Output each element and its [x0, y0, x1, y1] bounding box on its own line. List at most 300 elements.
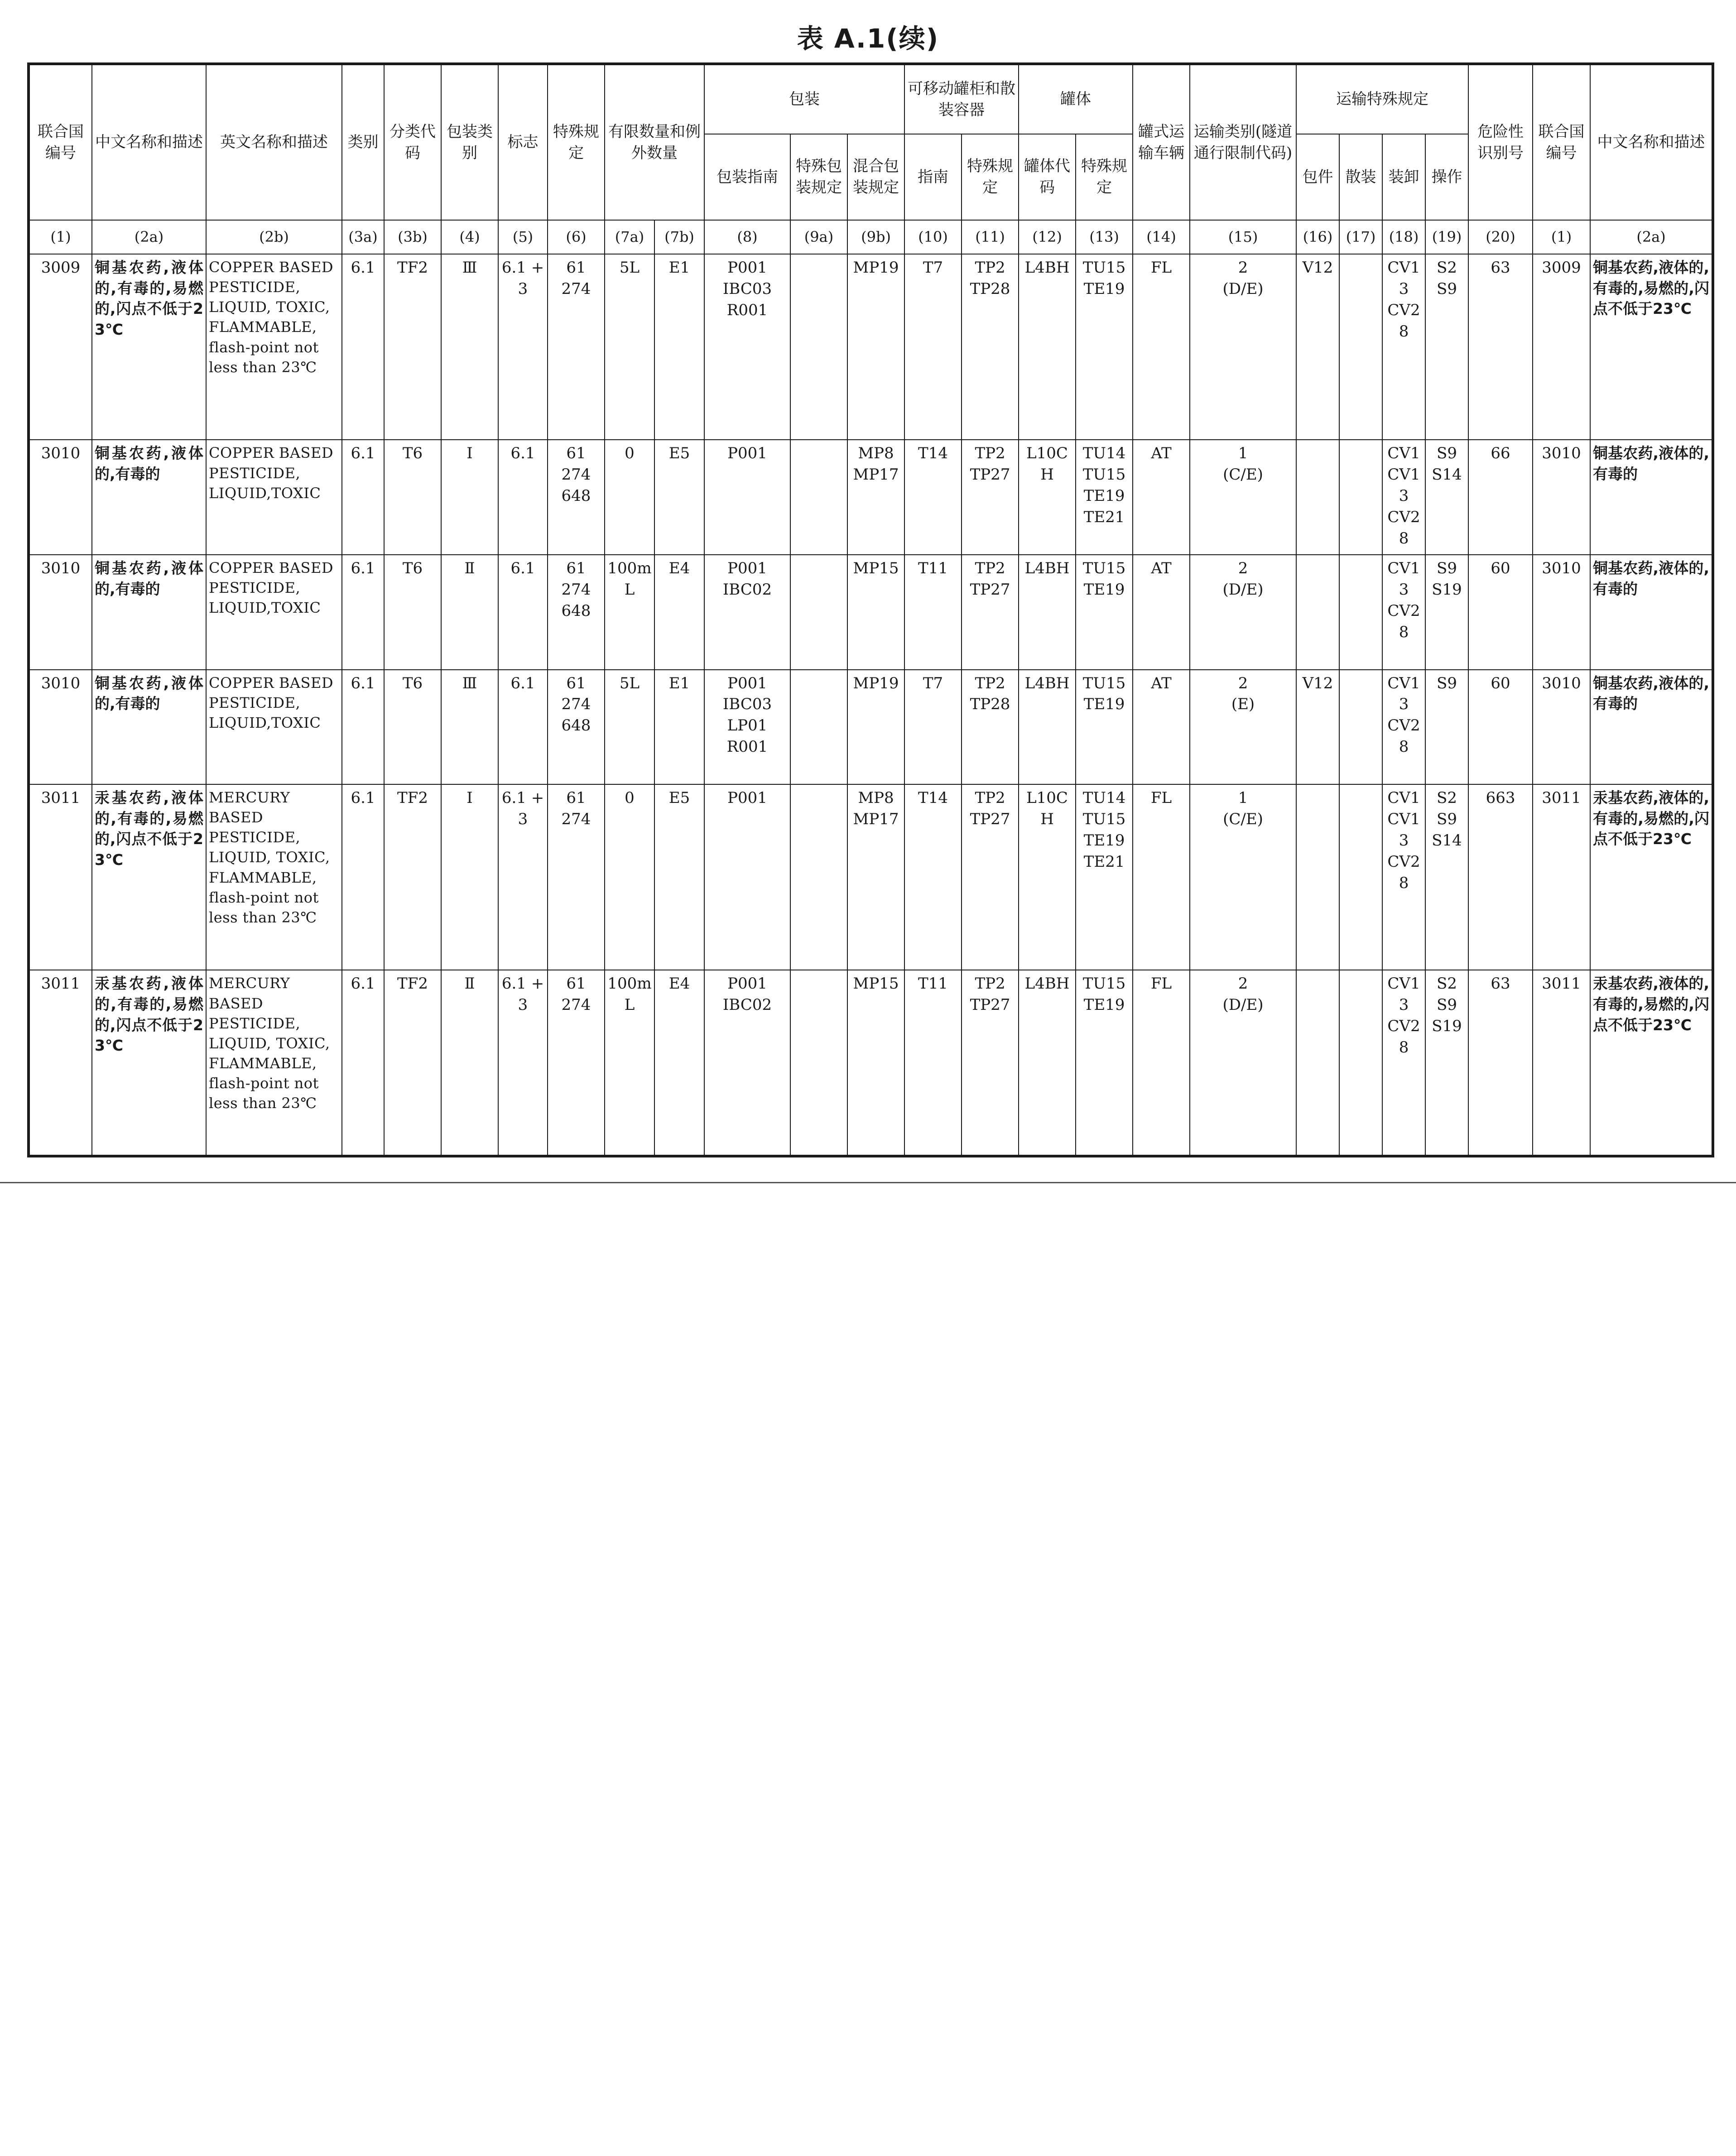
cell-line: 61: [566, 674, 586, 692]
column-number: (3b): [384, 220, 441, 254]
column-number: (9a): [790, 220, 847, 254]
cell-loading-unloading-provision: [1382, 970, 1425, 1156]
cell-special-packing-provisions: [790, 440, 847, 555]
column-number: (9b): [847, 220, 904, 254]
cell-tank-code: L4BH: [1019, 670, 1076, 785]
cell-limited-quantity: 0: [605, 440, 654, 555]
cell-line: S19: [1432, 580, 1462, 599]
header-portable-tanks-group: 可移动罐柜和散装容器: [904, 64, 1019, 134]
cell-mixed-packing-provisions: [847, 440, 904, 555]
cell-mixed-packing-provisions: [847, 555, 904, 670]
cell-line: COPPER BASED PESTICIDE,: [209, 444, 333, 482]
cell-line: CV28: [1387, 601, 1420, 641]
cell-packing-instructions: [704, 670, 790, 785]
table-row: [29, 784, 1713, 970]
cell-line: 6.1 +: [501, 975, 544, 993]
cell-limited-quantity: 5L: [605, 670, 654, 785]
cell-line: TE21: [1083, 508, 1125, 527]
cell-line: 274: [561, 810, 591, 828]
cell-special-packing-provisions: [790, 970, 847, 1156]
cell-chinese-name-right: 汞基农药,液体的,有毒的,易燃的,闪点不低于23℃: [1590, 970, 1713, 1156]
cell-line: FLAMMABLE,: [209, 318, 317, 336]
cell-bulk-provision: [1339, 555, 1382, 670]
cell-portable-tank-instructions: T11: [904, 970, 962, 1156]
column-number: (2a): [92, 220, 206, 254]
cell-un-number-right: 3011: [1533, 970, 1590, 1156]
cell-line: MP15: [853, 975, 899, 993]
header-hazard-id-number: 危险性识别号: [1468, 64, 1533, 220]
cell-line: TU15: [1082, 674, 1126, 692]
cell-packages-provision: [1296, 784, 1339, 970]
cell-line: TE19: [1083, 695, 1125, 714]
table-row: [29, 440, 1713, 555]
cell-mixed-packing-provisions: [847, 784, 904, 970]
cell-limited-quantity: 100mL: [605, 555, 654, 670]
cell-packages-provision: V12: [1296, 670, 1339, 785]
cell-tank-special-provisions: [1076, 784, 1133, 970]
header-operation: 操作: [1425, 134, 1468, 220]
cell-line: less than 23℃: [209, 358, 317, 376]
cell-line: TU15: [1082, 259, 1126, 277]
cell-un-number-right: 3010: [1533, 670, 1590, 785]
cell-operation-provision: [1425, 970, 1468, 1156]
cell-line: MP17: [853, 466, 899, 484]
cell-line: FLAMMABLE,: [209, 869, 317, 886]
cell-un-number: 3011: [29, 784, 92, 970]
cell-line: (D/E): [1222, 580, 1264, 599]
cell-tank-vehicle: FL: [1133, 254, 1190, 440]
cell-packing-group: Ⅰ: [441, 784, 498, 970]
column-number: (1): [29, 220, 92, 254]
header-chinese-name-right: 中文名称和描述: [1590, 64, 1713, 220]
cell-un-number: 3009: [29, 254, 92, 440]
header-classification-code: 分类代码: [384, 64, 441, 220]
cell-classification-code: TF2: [384, 254, 441, 440]
cell-bulk-provision: [1339, 440, 1382, 555]
cell-line: TU15: [1082, 810, 1126, 828]
cell-line: LIQUID, TOXIC,: [209, 298, 330, 316]
cell-line: MP8: [858, 789, 894, 807]
table-body: [29, 254, 1713, 1156]
cell-tank-code: L10CH: [1019, 440, 1076, 555]
cell-line: less than 23℃: [209, 908, 317, 926]
cell-line: TU14: [1082, 444, 1126, 463]
cell-line: COPPER BASED PESTICIDE,: [209, 259, 333, 296]
cell-line: TP2: [975, 674, 1005, 692]
cell-english-name: [206, 970, 342, 1156]
column-number: (11): [962, 220, 1019, 254]
cell-loading-unloading-provision: [1382, 254, 1425, 440]
cell-chinese-name-right: 铜基农药,液体的,有毒的: [1590, 440, 1713, 555]
header-packages: 包件: [1296, 134, 1339, 220]
cell-packing-group: Ⅱ: [441, 555, 498, 670]
cell-line: P001: [727, 674, 767, 692]
cell-packages-provision: V12: [1296, 254, 1339, 440]
cell-classification-code: T6: [384, 670, 441, 785]
cell-line: CV13: [1387, 559, 1420, 599]
cell-line: R001: [726, 738, 768, 756]
cell-line: IBC03: [722, 695, 772, 714]
cell-line: TP27: [970, 810, 1010, 828]
cell-special-packing-provisions: [790, 254, 847, 440]
cell-mixed-packing-provisions: [847, 254, 904, 440]
cell-line: TE19: [1083, 580, 1125, 599]
cell-operation-provision: [1425, 670, 1468, 785]
cell-special-provisions: [548, 440, 605, 555]
header-packing-group: 包装类别: [441, 64, 498, 220]
cell-line: 61: [566, 259, 586, 277]
cell-special-packing-provisions: [790, 555, 847, 670]
cell-line: CV28: [1387, 1017, 1420, 1057]
cell-transport-category: [1190, 784, 1296, 970]
cell-packing-instructions: [704, 970, 790, 1156]
cell-english-name: [206, 555, 342, 670]
cell-line: LIQUID, TOXIC,: [209, 1034, 330, 1052]
cell-line: P001: [727, 259, 767, 277]
cell-line: 274: [561, 279, 591, 298]
cell-portable-tank-special-provisions: [962, 440, 1019, 555]
cell-mixed-packing-provisions: [847, 970, 904, 1156]
cell-line: 648: [561, 716, 591, 735]
cell-portable-tank-special-provisions: [962, 970, 1019, 1156]
header-label: 标志: [498, 64, 548, 220]
cell-line: MERCURY: [209, 975, 290, 992]
header-un-number: 联合国编号: [29, 64, 92, 220]
cell-line: 3: [518, 810, 528, 828]
cell-tank-special-provisions: [1076, 440, 1133, 555]
cell-line: BASED: [209, 809, 264, 826]
cell-line: CV28: [1387, 301, 1420, 341]
cell-tank-vehicle: AT: [1133, 440, 1190, 555]
cell-class: 6.1: [342, 555, 384, 670]
header-mixed-packing-provisions: 混合包装规定: [847, 134, 904, 220]
cell-english-name: [206, 254, 342, 440]
column-number: (7a): [605, 220, 654, 254]
cell-line: TU15: [1082, 559, 1126, 577]
cell-operation-provision: [1425, 555, 1468, 670]
table-row: [29, 970, 1713, 1156]
cell-tank-special-provisions: [1076, 970, 1133, 1156]
cell-tank-code: L4BH: [1019, 555, 1076, 670]
cell-un-number: 3011: [29, 970, 92, 1156]
cell-line: PESTICIDE,: [209, 829, 301, 846]
cell-loading-unloading-provision: [1382, 555, 1425, 670]
cell-line: TU14: [1082, 789, 1126, 807]
cell-excepted-quantity: E4: [654, 555, 704, 670]
cell-tank-vehicle: AT: [1133, 670, 1190, 785]
header-tank-special-provisions: 特殊规定: [1076, 134, 1133, 220]
cell-un-number-right: 3010: [1533, 555, 1590, 670]
cell-line: TP2: [975, 559, 1005, 577]
cell-line: 274: [561, 466, 591, 484]
cell-chinese-name-right: 铜基农药,液体的,有毒的: [1590, 555, 1713, 670]
cell-packing-instructions: [704, 254, 790, 440]
column-number: (3a): [342, 220, 384, 254]
cell-un-number-right: 3011: [1533, 784, 1590, 970]
cell-limited-quantity: 5L: [605, 254, 654, 440]
cell-line: LIQUID,TOXIC: [209, 714, 321, 731]
column-number: (20): [1468, 220, 1533, 254]
cell-line: TP2: [975, 444, 1005, 463]
cell-line: flash-point not: [209, 338, 319, 356]
cell-line: 274: [561, 695, 591, 714]
cell-tank-special-provisions: [1076, 254, 1133, 440]
cell-operation-provision: [1425, 784, 1468, 970]
cell-label: [498, 784, 548, 970]
cell-packages-provision: [1296, 555, 1339, 670]
cell-line: MP15: [853, 559, 899, 577]
cell-un-number-right: 3009: [1533, 254, 1590, 440]
column-number: (2b): [206, 220, 342, 254]
cell-line: TP27: [970, 580, 1010, 599]
cell-classification-code: T6: [384, 440, 441, 555]
cell-portable-tank-instructions: T14: [904, 440, 962, 555]
cell-line: IBC03: [722, 279, 772, 298]
cell-line: CV13: [1387, 810, 1420, 850]
cell-special-provisions: [548, 670, 605, 785]
cell-packing-group: Ⅲ: [441, 670, 498, 785]
cell-line: COPPER BASED PESTICIDE,: [209, 559, 333, 597]
cell-line: COPPER BASED PESTICIDE,: [209, 674, 333, 711]
column-number: (2a): [1590, 220, 1713, 254]
header-tank-code: 罐体代码: [1019, 134, 1076, 220]
header-chinese-name: 中文名称和描述: [92, 64, 206, 220]
cell-portable-tank-special-provisions: [962, 670, 1019, 785]
header-tank-group: 罐体: [1019, 64, 1133, 134]
dangerous-goods-table-container: [27, 62, 1712, 1157]
cell-line: LP01: [727, 716, 768, 735]
cell-portable-tank-special-provisions: [962, 784, 1019, 970]
header-packing-instructions: 包装指南: [704, 134, 790, 220]
cell-chinese-name: 汞基农药,液体的,有毒的,易燃的,闪点不低于23℃: [92, 784, 206, 970]
cell-line: IBC02: [722, 996, 772, 1014]
cell-chinese-name-right: 铜基农药,液体的,有毒的,易燃的,闪点不低于23℃: [1590, 254, 1713, 440]
table-row: [29, 670, 1713, 785]
cell-tank-vehicle: AT: [1133, 555, 1190, 670]
header-packaging-group: 包装: [704, 64, 904, 134]
cell-label: [498, 970, 548, 1156]
cell-transport-category: [1190, 254, 1296, 440]
cell-line: TP28: [970, 279, 1010, 298]
cell-line: TU15: [1082, 466, 1126, 484]
cell-line: 6.1: [510, 674, 535, 692]
cell-hazard-id-number: 63: [1468, 254, 1533, 440]
cell-line: 6.1 +: [501, 259, 544, 277]
header-transport-category: 运输类别(隧道通行限制代码): [1190, 64, 1296, 220]
cell-label: [498, 555, 548, 670]
cell-line: 648: [561, 601, 591, 620]
table-title: 表 A.1(续): [797, 23, 939, 54]
cell-line: S2: [1437, 259, 1457, 277]
column-number: (10): [904, 220, 962, 254]
cell-chinese-name: 汞基农药,液体的,有毒的,易燃的,闪点不低于23℃: [92, 970, 206, 1156]
header-english-name: 英文名称和描述: [206, 64, 342, 220]
column-number: (14): [1133, 220, 1190, 254]
column-number: (15): [1190, 220, 1296, 254]
header-portable-instructions: 指南: [904, 134, 962, 220]
cell-portable-tank-instructions: T14: [904, 784, 962, 970]
cell-line: (D/E): [1222, 996, 1264, 1014]
cell-line: CV13: [1387, 975, 1420, 1014]
cell-operation-provision: [1425, 440, 1468, 555]
cell-excepted-quantity: E4: [654, 970, 704, 1156]
cell-line: CV1: [1387, 444, 1420, 463]
cell-english-name: [206, 670, 342, 785]
cell-transport-category: [1190, 555, 1296, 670]
cell-label: [498, 440, 548, 555]
cell-line: 1: [1238, 789, 1248, 807]
cell-line: CV13: [1387, 466, 1420, 505]
cell-line: TE19: [1083, 279, 1125, 298]
cell-label: [498, 670, 548, 785]
cell-line: TE19: [1083, 487, 1125, 505]
cell-mixed-packing-provisions: [847, 670, 904, 785]
cell-line: MP19: [853, 674, 899, 692]
cell-line: S14: [1432, 831, 1462, 850]
cell-hazard-id-number: 60: [1468, 555, 1533, 670]
cell-line: LIQUID,TOXIC: [209, 599, 321, 617]
cell-line: CV28: [1387, 852, 1420, 892]
cell-line: 1: [1238, 444, 1248, 463]
cell-class: 6.1: [342, 970, 384, 1156]
header-special-packing-provisions: 特殊包装规定: [790, 134, 847, 220]
cell-chinese-name: 铜基农药,液体的,有毒的: [92, 555, 206, 670]
cell-class: 6.1: [342, 670, 384, 785]
cell-line: MP19: [853, 259, 899, 277]
cell-bulk-provision: [1339, 970, 1382, 1156]
cell-class: 6.1: [342, 440, 384, 555]
column-number: (13): [1076, 220, 1133, 254]
cell-bulk-provision: [1339, 670, 1382, 785]
header-portable-special-provisions: 特殊规定: [962, 134, 1019, 220]
cell-line: S9: [1437, 810, 1457, 828]
cell-loading-unloading-provision: [1382, 670, 1425, 785]
cell-line: R001: [726, 301, 768, 319]
cell-line: 6.1: [510, 444, 535, 463]
page-divider-line: [0, 1182, 1736, 1183]
cell-line: (C/E): [1223, 810, 1263, 828]
cell-line: 6.1: [510, 559, 535, 577]
header-special-provisions: 特殊规定: [548, 64, 605, 220]
column-number: (8): [704, 220, 790, 254]
column-number: (5): [498, 220, 548, 254]
column-number-row: [29, 220, 1713, 254]
cell-line: S9: [1437, 559, 1457, 577]
cell-hazard-id-number: 663: [1468, 784, 1533, 970]
cell-line: TE19: [1083, 996, 1125, 1014]
cell-line: CV13: [1387, 674, 1420, 714]
cell-excepted-quantity: E5: [654, 784, 704, 970]
cell-line: 274: [561, 580, 591, 599]
cell-special-packing-provisions: [790, 784, 847, 970]
header-row-1: [29, 64, 1713, 134]
header-un-number-right: 联合国编号: [1533, 64, 1590, 220]
cell-line: TE19: [1083, 831, 1125, 850]
cell-line: TP2: [975, 259, 1005, 277]
cell-line: flash-point not: [209, 888, 319, 906]
cell-packing-group: Ⅲ: [441, 254, 498, 440]
cell-packages-provision: [1296, 440, 1339, 555]
cell-line: P001: [727, 559, 767, 577]
column-number: (1): [1533, 220, 1590, 254]
cell-line: MERCURY: [209, 789, 290, 807]
cell-excepted-quantity: E1: [654, 254, 704, 440]
cell-bulk-provision: [1339, 784, 1382, 970]
cell-excepted-quantity: E1: [654, 670, 704, 785]
cell-tank-code: L4BH: [1019, 254, 1076, 440]
cell-un-number: 3010: [29, 440, 92, 555]
cell-line: IBC02: [722, 580, 772, 599]
cell-line: S9: [1437, 996, 1457, 1014]
header-loading-unloading: 装卸: [1382, 134, 1425, 220]
cell-line: TP27: [970, 466, 1010, 484]
cell-line: 2: [1238, 975, 1248, 993]
cell-line: TU15: [1082, 975, 1126, 993]
cell-portable-tank-instructions: T7: [904, 670, 962, 785]
cell-packing-group: Ⅰ: [441, 440, 498, 555]
cell-line: TP27: [970, 996, 1010, 1014]
cell-packages-provision: [1296, 970, 1339, 1156]
cell-special-provisions: [548, 254, 605, 440]
cell-class: 6.1: [342, 254, 384, 440]
cell-line: 2: [1238, 559, 1248, 577]
cell-line: 274: [561, 996, 591, 1014]
header-class: 类别: [342, 64, 384, 220]
cell-line: 61: [566, 559, 586, 577]
cell-special-packing-provisions: [790, 670, 847, 785]
cell-special-provisions: [548, 784, 605, 970]
cell-loading-unloading-provision: [1382, 440, 1425, 555]
cell-line: less than 23℃: [209, 1095, 317, 1112]
cell-line: 3: [518, 996, 528, 1014]
table-row: [29, 555, 1713, 670]
cell-tank-special-provisions: [1076, 670, 1133, 785]
cell-line: TP2: [975, 789, 1005, 807]
cell-line: MP17: [853, 810, 899, 828]
cell-tank-vehicle: FL: [1133, 970, 1190, 1156]
cell-line: CV28: [1387, 508, 1420, 548]
cell-line: S2: [1437, 975, 1457, 993]
cell-line: CV13: [1387, 259, 1420, 298]
cell-un-number: 3010: [29, 555, 92, 670]
cell-line: FLAMMABLE,: [209, 1055, 317, 1072]
cell-chinese-name: 铜基农药,液体的,有毒的,易燃的,闪点不低于23℃: [92, 254, 206, 440]
cell-line: 61: [566, 975, 586, 993]
cell-special-provisions: [548, 555, 605, 670]
cell-line: P001: [727, 444, 767, 463]
cell-excepted-quantity: E5: [654, 440, 704, 555]
cell-line: 2: [1238, 259, 1248, 277]
column-number: (12): [1019, 220, 1076, 254]
cell-line: 6.1 +: [501, 789, 544, 807]
cell-tank-code: L4BH: [1019, 970, 1076, 1156]
column-number: (16): [1296, 220, 1339, 254]
cell-chinese-name: 铜基农药,液体的,有毒的: [92, 440, 206, 555]
cell-line: P001: [727, 789, 767, 807]
table-row: [29, 254, 1713, 440]
cell-packing-instructions: [704, 440, 790, 555]
column-number: (7b): [654, 220, 704, 254]
column-number: (19): [1425, 220, 1468, 254]
cell-portable-tank-special-provisions: [962, 555, 1019, 670]
cell-line: S9: [1437, 444, 1457, 463]
cell-hazard-id-number: 63: [1468, 970, 1533, 1156]
cell-line: P001: [727, 975, 767, 993]
cell-line: LIQUID,TOXIC: [209, 484, 321, 502]
cell-line: S2: [1437, 789, 1457, 807]
cell-line: (C/E): [1223, 466, 1263, 484]
cell-packing-instructions: [704, 784, 790, 970]
